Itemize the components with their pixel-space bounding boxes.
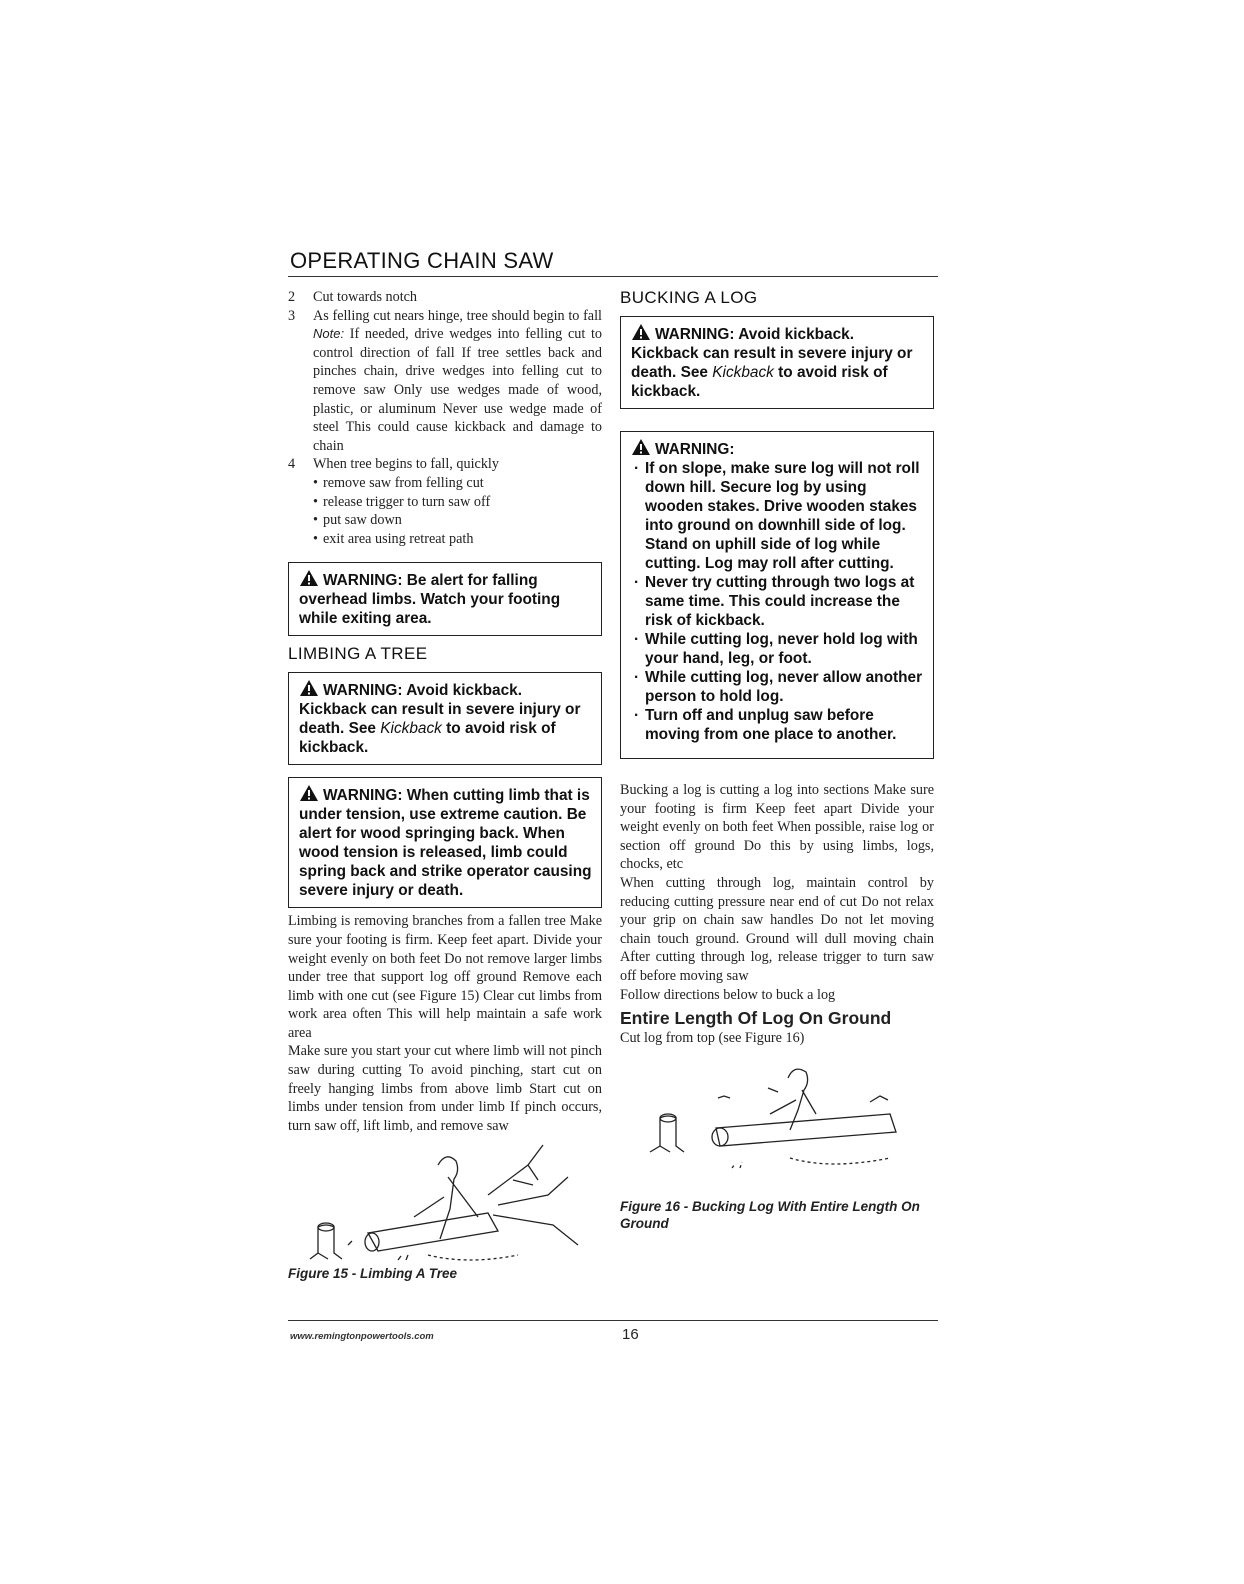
bucking-paragraph-3: Follow directions below to buck a log — [620, 986, 836, 1003]
warning-text: to avoid risk of kickback. — [299, 720, 556, 757]
warning-box-tension — [288, 777, 602, 908]
figure-15-caption: Figure 15 - Limbing A Tree — [288, 1266, 458, 1282]
entire-length-heading: Entire Length Of Log On Ground — [620, 1008, 892, 1029]
list-item: • remove saw from felling cut — [313, 474, 602, 493]
page-number: 16 — [622, 1326, 639, 1343]
figure-16-caption: Figure 16 - Bucking Log With Entire Length On Ground — [620, 1198, 920, 1231]
note-text: If needed, drive wedges into felling cut to control direction of fall If tree settles back and pinches chain, drive wedges into felling cut to remove saw Only use wedges made of wood, plastic, or aluminum Never use wedge made of steel This could cause kickback and damage to chain — [313, 326, 603, 454]
entire-length-text: Cut log from top (see Figure 16) — [620, 1030, 805, 1047]
warning-triangle-icon — [299, 784, 319, 802]
bucking-heading: BUCKING A LOG — [620, 288, 758, 307]
list-item: • release trigger to turn saw off — [313, 493, 602, 512]
kickback-reference: Kickback — [712, 364, 774, 381]
limbing-heading: LIMBING A TREE — [288, 644, 428, 664]
page-title: OPERATING CHAIN SAW — [290, 248, 554, 273]
list-item: · While cutting log, never hold log with your hand, leg, or foot. — [631, 630, 925, 668]
warning-box-kickback — [288, 672, 602, 765]
bucking-paragraph-2: When cutting through log, maintain control by reducing cutting pressure near end of cut Do not relax your grip on chain saw handles Do not let moving chain touch ground. Ground will dull moving chain After cutting through log, release trigger to turn saw off before moving saw — [620, 874, 934, 984]
footer-rule — [288, 1320, 938, 1321]
warning-list — [631, 459, 925, 744]
limbing-paragraph-2: Make sure you start your cut where limb will not pinch saw during cutting To avoid pinching, start cut on freely hanging limbs from above limb Start cut on limbs under tension from under limb If pinch occurs, turn saw off, lift limb, and remove saw — [288, 1043, 602, 1134]
footer-url: www.remingtonpowertools.com — [290, 1331, 434, 1342]
step-text: Cut towards notch — [313, 289, 418, 305]
list-item: • put saw down — [313, 511, 602, 530]
note-label: Note: — [313, 326, 345, 342]
warning-label: WARNING: — [655, 441, 735, 458]
header-rule — [288, 276, 938, 277]
step-text: As felling cut nears hinge, tree should begin to fall — [313, 307, 602, 324]
warning-box-slope — [620, 431, 934, 759]
warning-text: WARNING: Be alert for falling overhead limbs. Watch your footing while exiting area. — [299, 572, 561, 628]
warning-triangle-icon — [299, 679, 319, 697]
list-item: · Never try cutting through two logs at same time. This could increase the risk of kickback. — [631, 573, 925, 630]
step-number: 3 — [288, 307, 296, 324]
warning-triangle-icon — [631, 438, 651, 456]
bucking-paragraph-1: Bucking a log is cutting a log into sections Make sure your footing is firm Keep feet apart Divide your weight evenly on both feet When possible, raise log or section off ground Do this by using limbs, logs, chocks, etc — [620, 782, 934, 873]
warning-text: to avoid risk of kickback. — [631, 364, 888, 400]
step-number: 4 — [288, 456, 296, 473]
figure-15-illustration — [288, 1135, 602, 1265]
warning-text: WARNING: When cutting limb that is under tension, use extreme caution. Be alert for wood springing back. When wood tension is released, limb could spring back and strike operator causing severe injury or death. — [299, 787, 592, 900]
retreat-bullets — [288, 474, 602, 548]
limbing-paragraph-1: Limbing is removing branches from a fallen tree Make sure your footing is firm. Keep feet apart. Divide your weight evenly on both feet Do not remove larger limbs under tree that support log off ground Remove each limb with one cut (see Figure 15) Clear cut limbs from work area often This will help maintain a safe work area — [288, 913, 602, 1041]
step-item — [288, 307, 602, 456]
figure-16-illustration — [620, 1048, 934, 1198]
list-item: · If on slope, make sure log will not roll down hill. Secure log by using wooden stakes. Drive wooden stakes into ground on downhill side of log. Stand on uphill side of log while cutting. Log may roll after cutting. — [631, 459, 925, 573]
kickback-reference: Kickback — [380, 720, 442, 738]
step-item — [288, 288, 602, 307]
warning-box-kickback-right — [620, 316, 934, 409]
list-item: · Turn off and unplug saw before moving from one place to another. — [631, 706, 925, 744]
felling-steps — [288, 288, 602, 474]
list-item: · While cutting log, never allow another person to hold log. — [631, 668, 925, 706]
step-number: 2 — [288, 289, 296, 305]
step-item — [288, 455, 602, 474]
warning-box-falling — [288, 562, 602, 636]
right-column — [620, 288, 934, 1232]
left-column — [288, 288, 602, 1282]
list-item: • exit area using retreat path — [313, 530, 602, 549]
step-text: When tree begins to fall, quickly — [313, 456, 499, 473]
warning-text: WARNING: Avoid kickback. Kickback can result in severe injury or death. See — [631, 326, 913, 381]
warning-text: WARNING: Avoid kickback. Kickback can result in severe injury or death. See — [299, 682, 581, 738]
warning-triangle-icon — [299, 569, 319, 587]
warning-triangle-icon — [631, 323, 651, 341]
